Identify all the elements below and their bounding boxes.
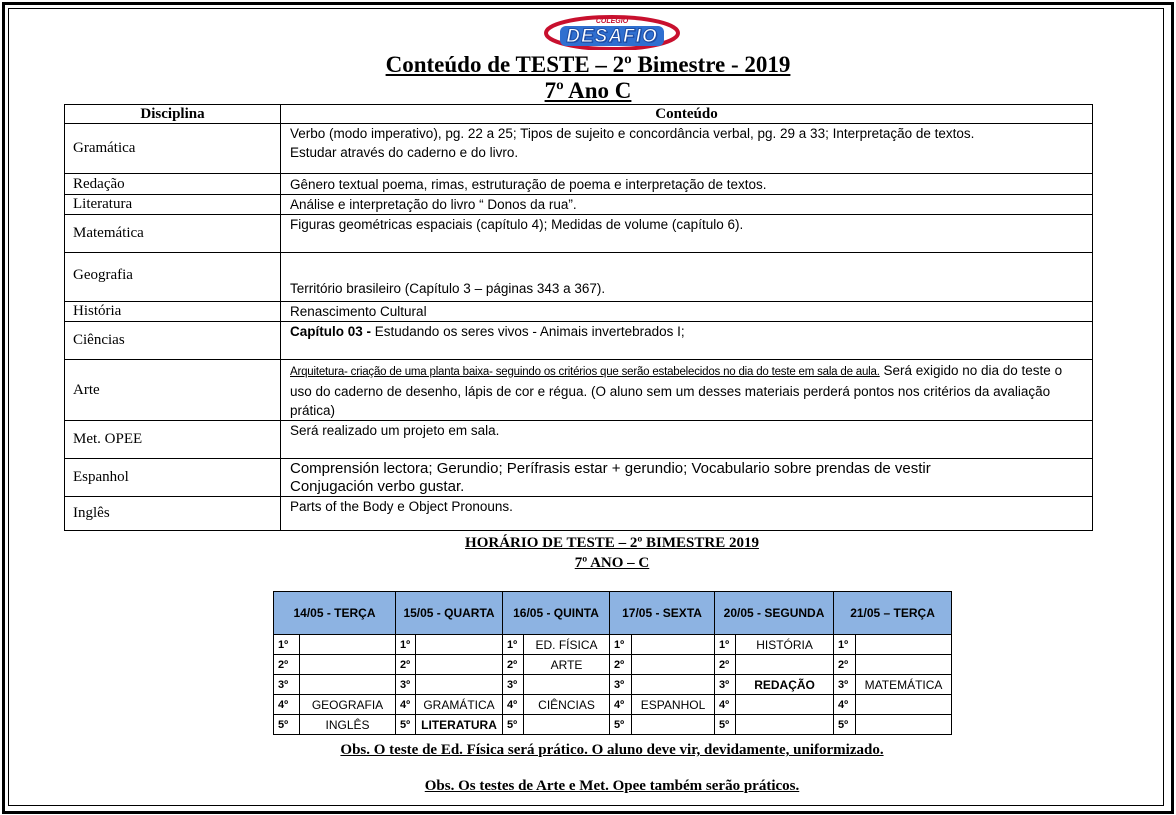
exam-cell: MATEMÁTICA [856, 675, 952, 695]
content-cell: Parts of the Body e Object Pronouns. [281, 497, 1093, 531]
exam-cell [300, 675, 396, 695]
day-header: 15/05 - QUARTA [396, 592, 503, 635]
exam-cell: INGLÊS [300, 715, 396, 735]
period-cell: 3º [274, 675, 300, 695]
day-header: 14/05 - TERÇA [274, 592, 396, 635]
period-cell: 4º [610, 695, 632, 715]
exam-cell: ARTE [524, 655, 610, 675]
period-cell: 1º [610, 635, 632, 655]
exam-cell: ESPANHOL [632, 695, 715, 715]
day-header: 21/05 – TERÇA [834, 592, 952, 635]
exam-cell [736, 695, 834, 715]
subject-cell: Inglês [65, 497, 281, 531]
period-cell: 1º [715, 635, 736, 655]
subject-cell: Ciências [65, 322, 281, 360]
schedule-header-row [274, 592, 952, 635]
exam-cell [632, 635, 715, 655]
content-cell: Figuras geométricas espaciais (capítulo 4); Medidas de volume (capítulo 6). [281, 215, 1093, 253]
period-cell: 5º [715, 715, 736, 735]
observation-practical-tests: Obs. Os testes de Arte e Met. Opee também serão práticos. [424, 778, 800, 794]
subject-cell: História [65, 302, 281, 322]
exam-cell [736, 655, 834, 675]
period-cell: 2º [274, 655, 300, 675]
content-cell: Gênero textual poema, rimas, estruturação de poema e interpretação de textos. [281, 174, 1093, 195]
day-header: 17/05 - SEXTA [610, 592, 715, 635]
exam-cell [856, 695, 952, 715]
exam-cell [416, 655, 503, 675]
exam-cell [416, 675, 503, 695]
period-cell: 5º [834, 715, 856, 735]
period-cell: 3º [715, 675, 736, 695]
period-cell: 5º [396, 715, 416, 735]
period-cell: 3º [396, 675, 416, 695]
day-header: 16/05 - QUINTA [503, 592, 610, 635]
period-cell: 2º [610, 655, 632, 675]
period-cell: 4º [396, 695, 416, 715]
exam-cell [632, 655, 715, 675]
class-title: 7º Ano C [544, 78, 632, 103]
logo-main-text: DESAFIO [566, 26, 658, 47]
subject-cell: Gramática [65, 124, 281, 174]
content-cell [281, 459, 1093, 497]
content-table [64, 104, 1093, 531]
exam-cell [856, 655, 952, 675]
observation-physical-ed: Obs. O teste de Ed. Física será prático. O aluno deve vir, devidamente, uniformizado. [340, 742, 884, 758]
content-handwritten-text: Arquitetura- criação de uma planta baixa- seguindo os critérios que serão estabelecidos no dia do teste em sala de aula. [290, 365, 880, 378]
schedule-row [274, 655, 952, 675]
table-row [65, 253, 1093, 302]
content-cell [281, 322, 1093, 360]
period-cell: 2º [834, 655, 856, 675]
header-disciplina: Disciplina [65, 105, 281, 124]
exam-cell [524, 715, 610, 735]
table-row [65, 302, 1093, 322]
content-text: Conjugación verbo gustar. [290, 477, 465, 495]
period-cell: 2º [715, 655, 736, 675]
page-title: Conteúdo de TESTE – 2º Bimestre - 2019 [385, 52, 791, 77]
exam-cell [300, 635, 396, 655]
period-cell: 5º [503, 715, 524, 735]
period-cell: 3º [834, 675, 856, 695]
content-text: Estudando os seres vivos - Animais invertebrados I; [371, 324, 685, 339]
subject-cell: Arte [65, 360, 281, 421]
exam-cell [632, 715, 715, 735]
content-table-header [65, 105, 1093, 124]
content-cell: Análise e interpretação do livro “ Donos da rua”. [281, 195, 1093, 215]
period-cell: 2º [503, 655, 524, 675]
content-cell: Renascimento Cultural [281, 302, 1093, 322]
table-row [65, 174, 1093, 195]
exam-cell: CIÊNCIAS [524, 695, 610, 715]
table-row [65, 459, 1093, 497]
content-text: Será exigido no dia do teste o uso do caderno de desenho, lápis de cor e régua. (O aluno sem um desses materiais perderá pontos nos critérios da avaliação prática) [290, 362, 1063, 418]
exam-cell [524, 675, 610, 695]
subject-cell: Espanhol [65, 459, 281, 497]
table-row [65, 421, 1093, 459]
day-header: 20/05 - SEGUNDA [715, 592, 834, 635]
table-row [65, 215, 1093, 253]
period-cell: 3º [610, 675, 632, 695]
logo-small-text: COLÉGIO [595, 18, 629, 25]
content-cell [281, 124, 1093, 174]
exam-cell [856, 715, 952, 735]
exam-cell: HISTÓRIA [736, 635, 834, 655]
period-cell: 4º [503, 695, 524, 715]
exam-cell [416, 635, 503, 655]
content-text: Comprensión lectora; Gerundio; Perífrasis estar + gerundio; Vocabulario sobre prendas de vestir [290, 459, 931, 477]
period-cell: 1º [834, 635, 856, 655]
school-logo [544, 12, 680, 50]
period-cell: 3º [503, 675, 524, 695]
exam-cell [856, 635, 952, 655]
content-cell [281, 360, 1093, 421]
period-cell: 4º [715, 695, 736, 715]
subject-cell: Matemática [65, 215, 281, 253]
subject-cell: Redação [65, 174, 281, 195]
content-cell: Território brasileiro (Capítulo 3 – páginas 343 a 367). [281, 253, 1093, 302]
schedule-row [274, 635, 952, 655]
exam-cell: REDAÇÃO [736, 675, 834, 695]
period-cell: 1º [274, 635, 300, 655]
period-cell: 5º [610, 715, 632, 735]
subject-cell: Met. OPEE [65, 421, 281, 459]
exam-cell [300, 655, 396, 675]
table-row [65, 322, 1093, 360]
schedule-row [274, 715, 952, 735]
period-cell: 4º [274, 695, 300, 715]
content-cell: Será realizado um projeto em sala. [281, 421, 1093, 459]
schedule-subtitle: 7º ANO – C [574, 555, 650, 571]
exam-cell: GRAMÁTICA [416, 695, 503, 715]
exam-cell: LITERATURA [416, 715, 503, 735]
subject-cell: Literatura [65, 195, 281, 215]
exam-cell [736, 715, 834, 735]
content-text: Estudar através do caderno e do livro. [290, 145, 519, 160]
schedule-table [273, 591, 952, 735]
schedule-row [274, 675, 952, 695]
header-conteudo: Conteúdo [281, 105, 1093, 124]
table-row [65, 497, 1093, 531]
period-cell: 2º [396, 655, 416, 675]
period-cell: 5º [274, 715, 300, 735]
period-cell: 4º [834, 695, 856, 715]
period-cell: 1º [503, 635, 524, 655]
schedule-row [274, 695, 952, 715]
exam-cell: GEOGRAFIA [300, 695, 396, 715]
table-row [65, 195, 1093, 215]
content-text: Verbo (modo imperativo), pg. 22 a 25; Tipos de sujeito e concordância verbal, pg. 29 a 33; Interpretação de textos. [290, 126, 975, 141]
content-bold-text: Capítulo 03 - [290, 324, 372, 339]
schedule-title: HORÁRIO DE TESTE – 2º BIMESTRE 2019 [465, 535, 759, 551]
subject-cell: Geografia [65, 253, 281, 302]
table-row [65, 360, 1093, 421]
exam-cell [632, 675, 715, 695]
exam-cell: ED. FÍSICA [524, 635, 610, 655]
period-cell: 1º [396, 635, 416, 655]
table-row [65, 124, 1093, 174]
